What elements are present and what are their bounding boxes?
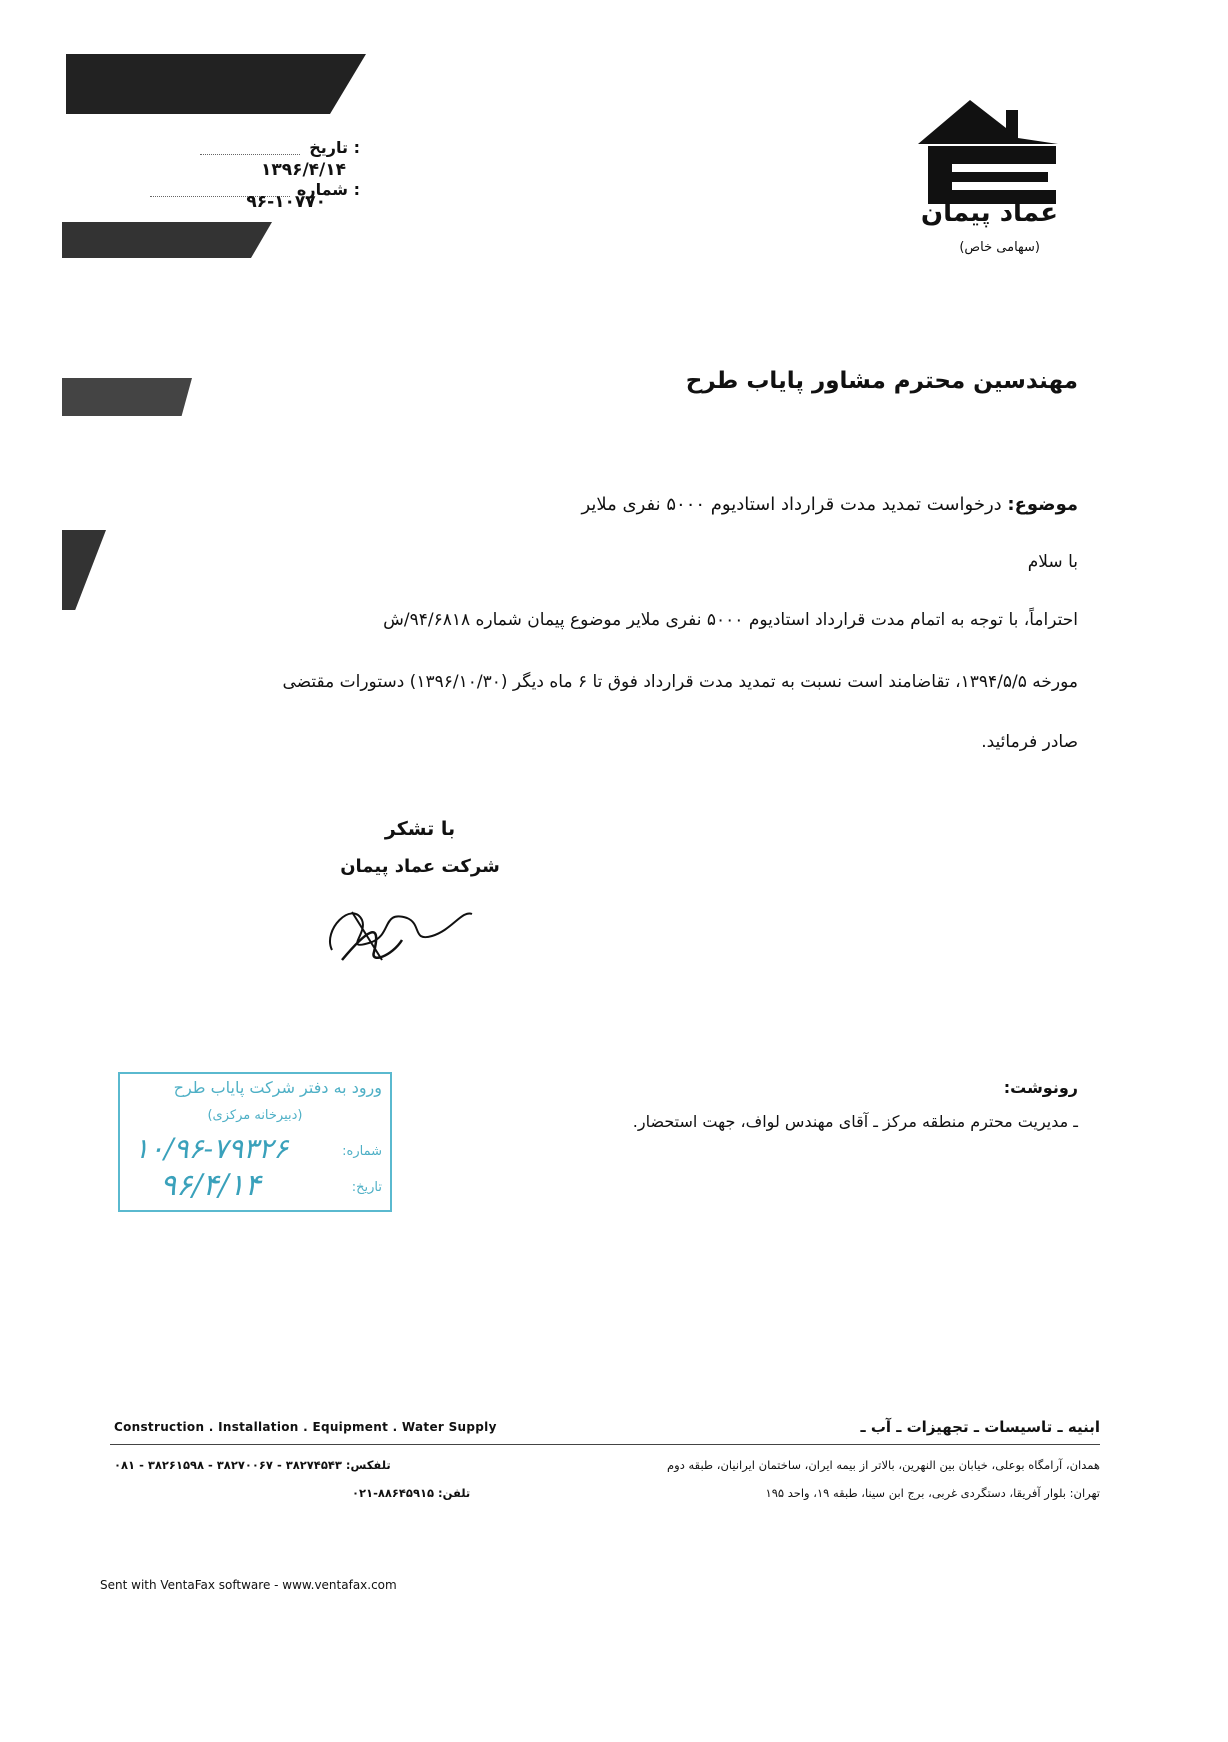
stamp-subtitle: (دبیرخانه مرکزی) (207, 1108, 303, 1123)
footer-address-hamedan: همدان، آرامگاه بوعلی، خیابان بین النهرین، بالاتر از بیمه ایران، ساختمان ایرانیان، طبقه دوم (667, 1458, 1100, 1472)
footer-services-fa: ابنیه ـ تاسیسات ـ تجهیزات ـ آب ـ (860, 1418, 1100, 1436)
footer-divider (110, 1444, 1100, 1445)
subject-text: درخواست تمدید مدت قرارداد استادیوم ۵۰۰۰ نفری ملایر (581, 494, 1002, 515)
company-type: (سهامی خاص) (959, 240, 1040, 255)
closing: با تشکر (384, 818, 456, 840)
stamp-date-value: ۹۶/۴/۱۴ (160, 1168, 261, 1203)
stamp-number-label: شماره: (342, 1144, 382, 1159)
received-stamp (118, 1072, 392, 1212)
scan-artifact-bar (62, 530, 106, 610)
body-line: مورخه ۱۳۹۴/۵/۵، تقاضامند است نسبت به تمدید مدت قرارداد فوق تا ۶ ماه دیگر (۱۳۹۶/۱۰/۳۰) دستورات مقتضی (282, 672, 1078, 692)
footer-address-tehran: تهران: بلوار آفریقا، دستگردی غربی، برج ابن سینا، طبقه ۱۹، واحد ۱۹۵ (765, 1486, 1100, 1500)
date-value: ۱۳۹۶/۴/۱۴ (260, 160, 346, 180)
fax-footer: Sent with VentaFax software - www.ventafax.com (100, 1578, 397, 1592)
subject-label: موضوع: (1007, 494, 1078, 515)
signatory: شرکت عماد پیمان (340, 856, 500, 877)
date-label: : تاریخ (309, 138, 360, 157)
stamp-date-label: تاریخ: (351, 1180, 382, 1195)
cc-item: ـ مدیریت محترم منطقه مرکز ـ آقای مهندس لواف، جهت استحضار. (632, 1112, 1078, 1131)
stamp-number-value: ۱۰/۹۶-۷۹۳۲۶ (134, 1132, 289, 1165)
number-label: : شماره (296, 180, 360, 199)
date-block (200, 140, 360, 160)
scan-artifact-bar (62, 222, 272, 258)
scan-artifact-bar (62, 378, 192, 416)
body-line: احتراماً، با توجه به اتمام مدت قرارداد استادیوم ۵۰۰۰ نفری ملایر موضوع پیمان شماره ۹۴/۶۸۱۸/ش (383, 610, 1078, 630)
greeting: با سلام (1027, 552, 1078, 572)
footer-phone: تلفن: ۸۸۶۴۵۹۱۵-۰۲۱ (352, 1486, 471, 1500)
subject-line (581, 494, 1078, 515)
stamp-title: ورود به دفتر شرکت پایاب طرح (173, 1078, 382, 1097)
footer-fax: تلفکس: ۳۸۲۷۴۵۴۳ - ۳۸۲۷۰۰۶۷ - ۳۸۲۶۱۵۹۸ - ۰۸۱ (114, 1458, 391, 1472)
addressee: مهندسین محترم مشاور پایاب طرح (685, 368, 1078, 394)
cc-title: رونوشت: (1003, 1078, 1078, 1097)
scan-artifact-bar (66, 54, 366, 114)
signature-icon (312, 890, 482, 970)
company-name: عماد پیمان (920, 198, 1058, 228)
number-value: ۹۶-۱۰۷۷۰ (246, 192, 326, 212)
footer-services-en: Construction . Installation . Equipment . Water Supply (114, 1420, 497, 1434)
body-line: صادر فرمائید. (981, 732, 1078, 752)
